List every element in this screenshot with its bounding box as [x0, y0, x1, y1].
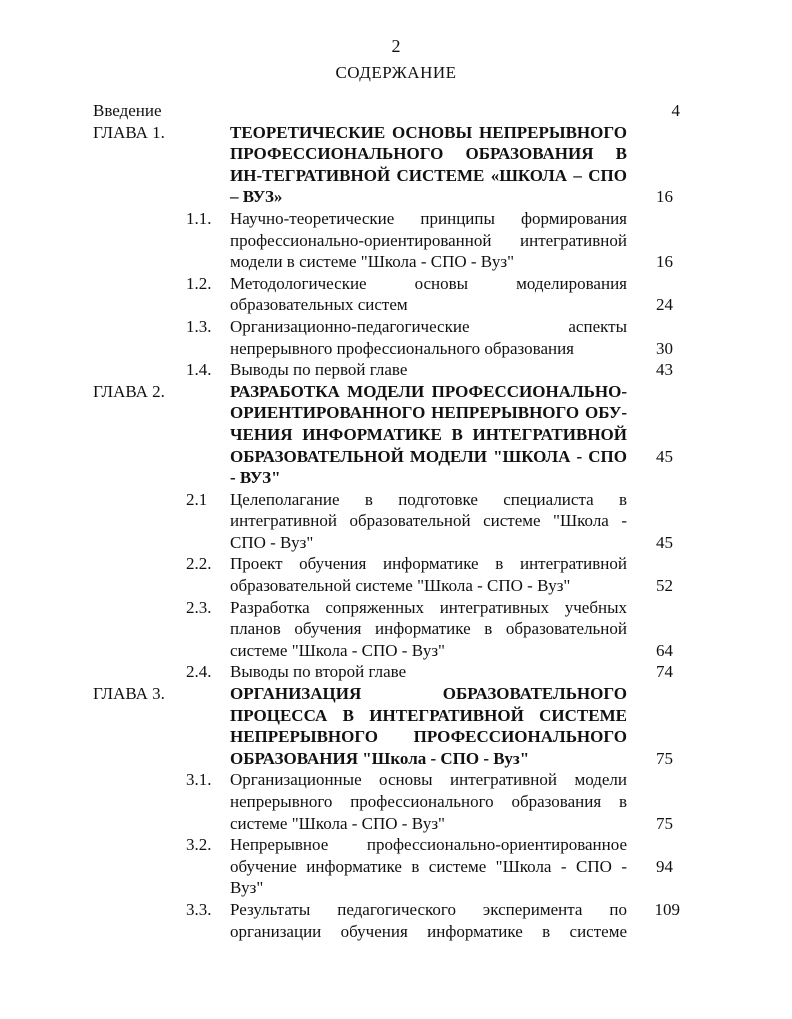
toc-entry-page: 52: [656, 576, 673, 596]
toc-entry-title: Научно-теоретические принципы формирования профессионально-ориентированной интегративной модели в системе "Школа - СПО - Вуз": [230, 208, 627, 272]
toc-entry-label: 3.3.: [186, 899, 212, 919]
toc-entry-page: 64: [656, 640, 673, 660]
toc-entry-section-3-2: [0, 834, 792, 899]
toc-entry-page: 30: [656, 338, 673, 358]
toc-entry-chapter-1: [0, 122, 792, 208]
toc-entry-label: ГЛАВА 2.: [93, 381, 165, 401]
toc-entry-label: 2.1: [186, 489, 208, 509]
toc-entry-chapter-2: [0, 381, 792, 489]
toc-entry-page: 109: [654, 899, 680, 919]
toc-entry-chapter-3: [0, 683, 792, 769]
toc-entry-section-2-2: [0, 553, 792, 596]
page-number: 2: [391, 36, 401, 56]
toc-entry-page: 75: [656, 748, 673, 768]
toc-entry-intro: [0, 100, 792, 122]
toc-entry-section-1-3: [0, 316, 792, 359]
toc-entry-title: Целеполагание в подготовке специалиста в интегративной образовательной системе "Школа - СПО - Вуз": [230, 489, 627, 552]
toc-entry-section-2-3: [0, 597, 792, 662]
toc-entry-title: Разработка сопряженных интегративных учебных планов обучения информатике в образовательной системе "Школа - СПО - Вуз": [230, 597, 627, 660]
toc-entry-page: 16: [656, 252, 673, 272]
toc-entry-title: ОРГАНИЗАЦИЯ ОБРАЗОВАТЕЛЬНОГО ПРОЦЕССА В ИНТЕГРАТИВНОЙ СИСТЕМЕ НЕПРЕРЫВНОГО ПРОФЕССИОНАЛЬНОГО ОБРАЗОВАНИЯ "Школа - СПО - Вуз": [230, 684, 627, 768]
toc-entry-label: 3.2.: [186, 835, 212, 855]
toc-entry-title: Организационно-педагогические аспекты непрерывного профессионального образования: [230, 316, 627, 358]
toc-entry-title: Результаты педагогического эксперимента по организации обучения информатике в системе: [230, 899, 627, 941]
toc-entry-section-2-4: [0, 661, 792, 683]
page-title: СОДЕРЖАНИЕ: [335, 63, 457, 82]
toc-entry-page: 45: [656, 532, 673, 552]
toc-intro-page: 4: [671, 101, 680, 120]
toc-entry-section-1-2: [0, 273, 792, 316]
toc-entry-title: Проект обучения информатике в интегративной образовательной системе "Школа - СПО - Вуз": [230, 554, 627, 596]
toc-entry-label: ГЛАВА 3.: [93, 684, 165, 704]
toc-entry-label: 1.4.: [186, 360, 212, 380]
toc-entry-section-3-3: [0, 899, 792, 942]
toc-entry-page: 45: [656, 446, 673, 466]
toc-entry-page: 24: [656, 295, 673, 315]
toc-entry-page: 74: [656, 662, 673, 682]
toc-entry-page: 94: [656, 856, 673, 876]
toc-entry-title: РАЗРАБОТКА МОДЕЛИ ПРОФЕССИОНАЛЬНО-ОРИЕНТИРОВАННОГО НЕПРЕРЫВНОГО ОБУ-ЧЕНИЯ ИНФОРМАТИКЕ В ИНТЕГРАТИВНОЙ ОБРАЗОВАТЕЛЬНОЙ МОДЕЛИ "ШКОЛА - СПО - ВУЗ": [230, 381, 627, 488]
toc-entry-section-3-1: [0, 769, 792, 834]
toc-entry-title: Выводы по второй главе: [230, 662, 407, 682]
toc-entry-label: 2.2.: [186, 554, 212, 574]
toc-entry-title: Непрерывное профессионально-ориентированное обучение информатике в системе "Школа - СПО - Вуз": [230, 835, 627, 898]
toc-entry-section-1-1: [0, 208, 792, 273]
toc-entry-label: 1.3.: [186, 316, 212, 336]
toc-entry-label: 2.4.: [186, 662, 212, 682]
toc-entry-title: ТЕОРЕТИЧЕСКИЕ ОСНОВЫ НЕПРЕРЫВНОГО ПРОФЕССИОНАЛЬНОГО ОБРАЗОВАНИЯ В ИН-ТЕГРАТИВНОЙ СИСТЕМЕ «ШКОЛА – СПО – ВУЗ»: [230, 122, 627, 207]
toc-entry-title: Выводы по первой главе: [230, 360, 408, 380]
toc-entry-page: 43: [656, 360, 673, 380]
toc-entry-page: 16: [656, 187, 673, 207]
toc-entry-label: 2.3.: [186, 597, 212, 617]
toc-entry-label: ГЛАВА 1.: [93, 122, 165, 142]
toc-entry-label: 3.1.: [186, 770, 212, 790]
toc-entry-section-1-4: [0, 359, 792, 381]
toc-entry-label: 1.2.: [186, 273, 212, 293]
toc-entry-page: 75: [656, 813, 673, 833]
table-of-contents: [0, 100, 792, 942]
toc-entry-title: Методологические основы моделирования образовательных систем: [230, 273, 627, 315]
toc-entry-title: Организационные основы интегративной модели непрерывного профессионального образования в системе "Школа - СПО - Вуз": [230, 770, 627, 833]
toc-entry-label: 1.1.: [186, 208, 212, 228]
toc-entry-section-2-1: [0, 489, 792, 554]
toc-intro-label: Введение: [93, 101, 162, 120]
